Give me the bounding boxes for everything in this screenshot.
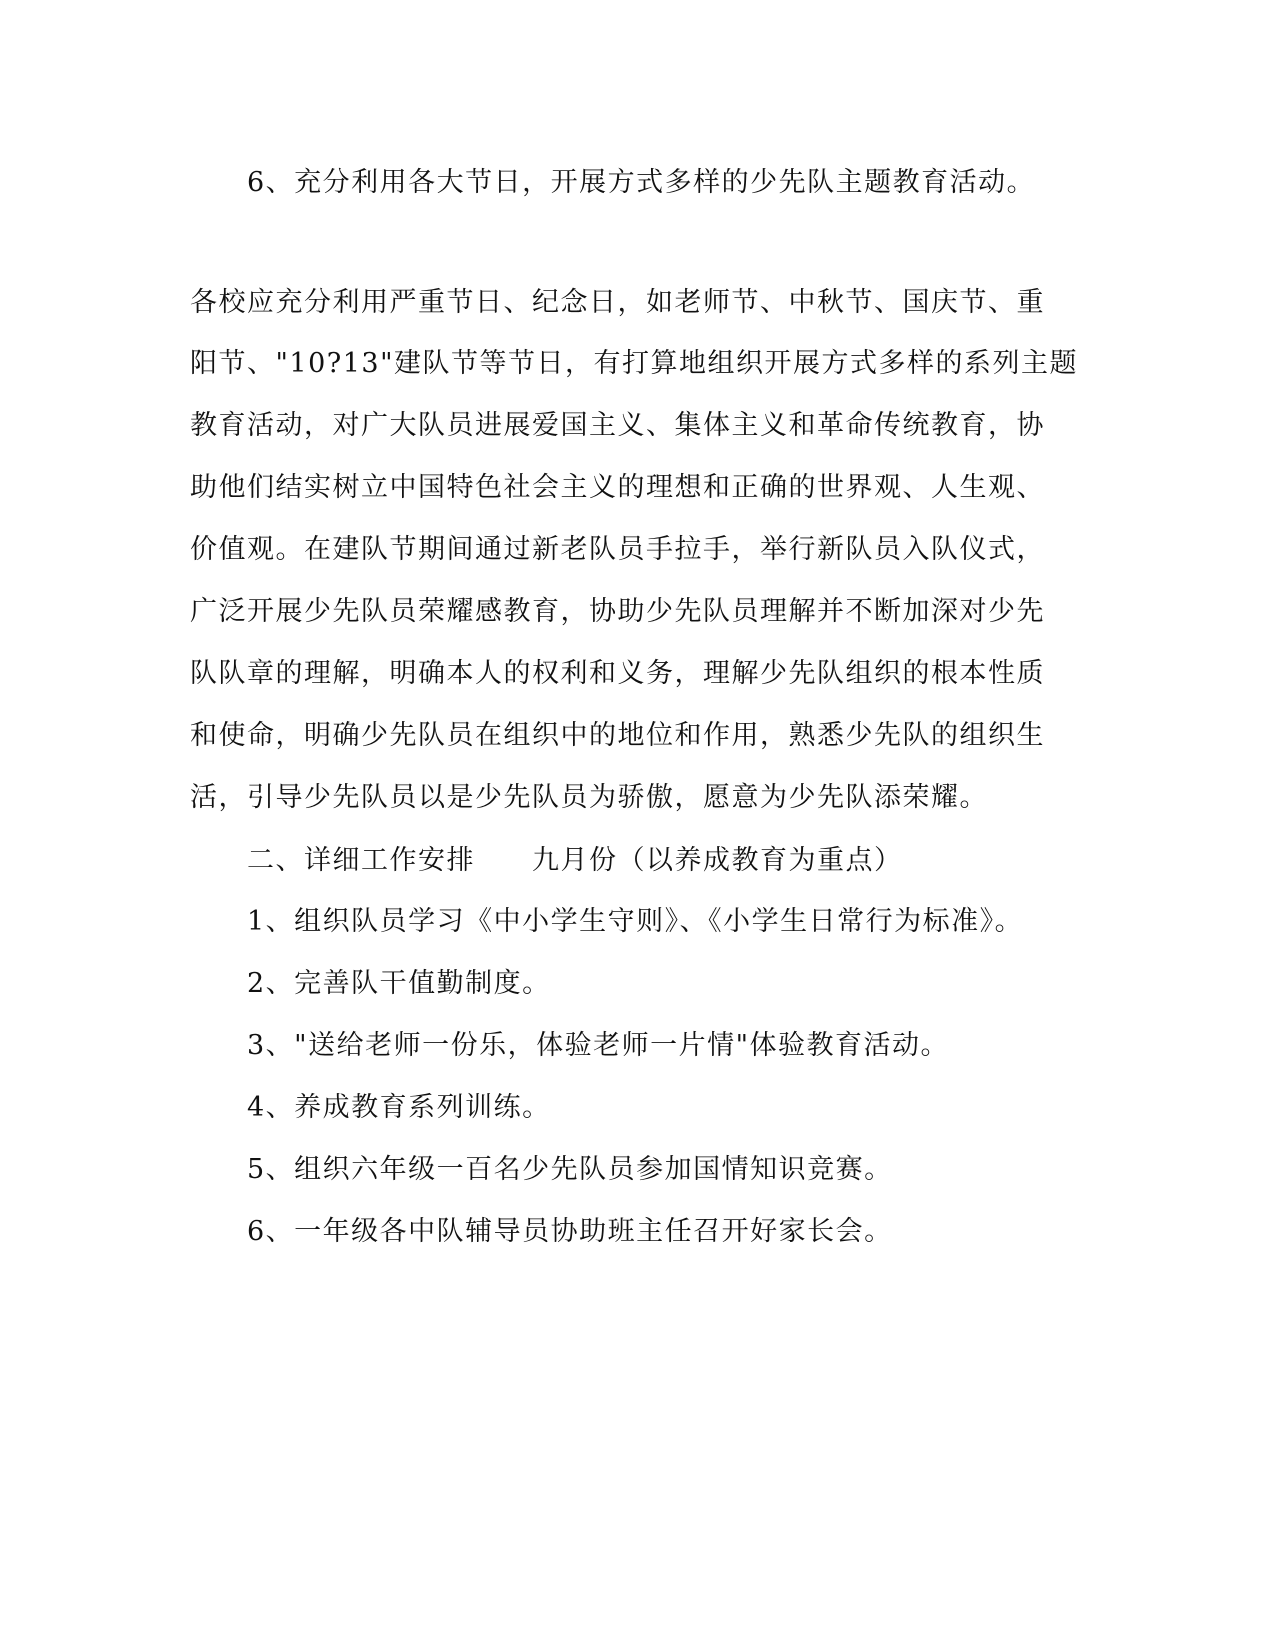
list-item: 2、完善队干值勤制度。	[247, 968, 551, 999]
paragraph-line: 队队章的理解，明确本人的权利和义务，理解少先队组织的根本性质	[190, 658, 1045, 689]
list-item: 4、养成教育系列训练。	[247, 1092, 551, 1123]
list-item: 1、组织队员学习《中小学生守则》、《小学生日常行为标准》。	[247, 906, 1024, 937]
list-item: 3、"送给老师一份乐，体验老师一片情"体验教育活动。	[247, 1030, 950, 1061]
list-item: 6、一年级各中队辅导员协助班主任召开好家长会。	[247, 1216, 893, 1247]
paragraph-line: 阳节、"10?13"建队节等节日，有打算地组织开展方式多样的系列主题	[190, 348, 1079, 379]
paragraph-line: 教育活动，对广大队员进展爱国主义、集体主义和革命传统教育，协	[190, 410, 1045, 441]
paragraph-line: 广泛开展少先队员荣耀感教育，协助少先队员理解并不断加深对少先	[190, 596, 1045, 627]
paragraph-line: 价值观。在建队节期间通过新老队员手拉手，举行新队员入队仪式，	[190, 534, 1045, 565]
paragraph-line: 各校应充分利用严重节日、纪念日，如老师节、中秋节、国庆节、重	[190, 287, 1045, 318]
paragraph-line: 和使命，明确少先队员在组织中的地位和作用，熟悉少先队的组织生	[190, 720, 1045, 751]
item-6-heading: 6、充分利用各大节日，开展方式多样的少先队主题教育活动。	[247, 167, 1036, 198]
paragraph-line: 活，引导少先队员以是少先队员为骄傲，愿意为少先队添荣耀。	[190, 782, 988, 813]
paragraph-line: 助他们结实树立中国特色社会主义的理想和正确的世界观、人生观、	[190, 472, 1045, 503]
section-heading: 二、详细工作安排 九月份（以养成教育为重点）	[247, 845, 903, 876]
list-item: 5、组织六年级一百名少先队员参加国情知识竞赛。	[247, 1154, 893, 1185]
